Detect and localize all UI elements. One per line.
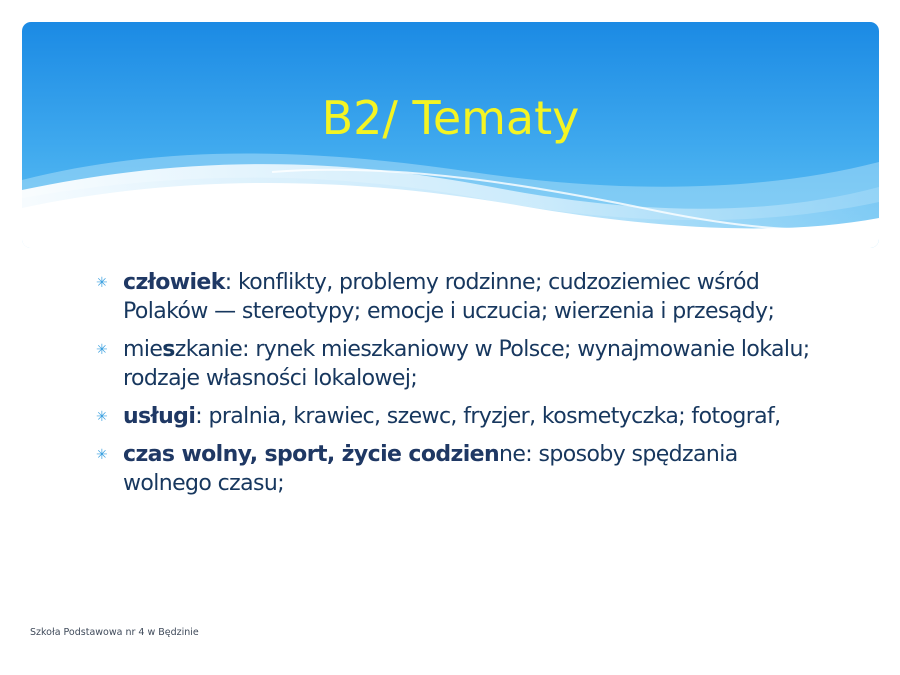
topic-heading: czas wolny, sport, życie codzien [123,442,500,467]
asterisk-bullet-icon: ✳ [96,447,108,463]
topic-text: : pralnia, krawiec, szewc, fryzjer, kosmetyczka; fotograf, [195,404,781,429]
topic-heading: człowiek [123,270,225,295]
list-item [96,268,826,326]
list-item [96,440,826,498]
title-banner [22,22,879,248]
slide-title: B2/ Tematy [321,91,580,145]
topic-text: : konflikty, problemy rodzinne; cudzoziemiec wśród Polaków — stereotypy; emocje i uczucia; wierzenia i przesądy; [123,270,775,324]
topic-list [96,268,826,507]
topic-text-prefix: mie [123,337,163,362]
topic-heading: usługi [123,404,196,429]
list-item [96,335,826,393]
topic-bold-letter: s [162,337,175,362]
footer-school-name: Szkoła Podstawowa nr 4 w Będzinie [30,627,199,638]
asterisk-bullet-icon: ✳ [96,409,108,425]
list-item [96,402,826,431]
asterisk-bullet-icon: ✳ [96,342,108,358]
topic-text: ne: sposoby spędzania wolnego czasu; [123,442,738,496]
asterisk-bullet-icon: ✳ [96,275,108,291]
topic-text: zkanie: rynek mieszkaniowy w Polsce; wynajmowanie lokalu; rodzaje własności lokalowej; [123,337,810,391]
